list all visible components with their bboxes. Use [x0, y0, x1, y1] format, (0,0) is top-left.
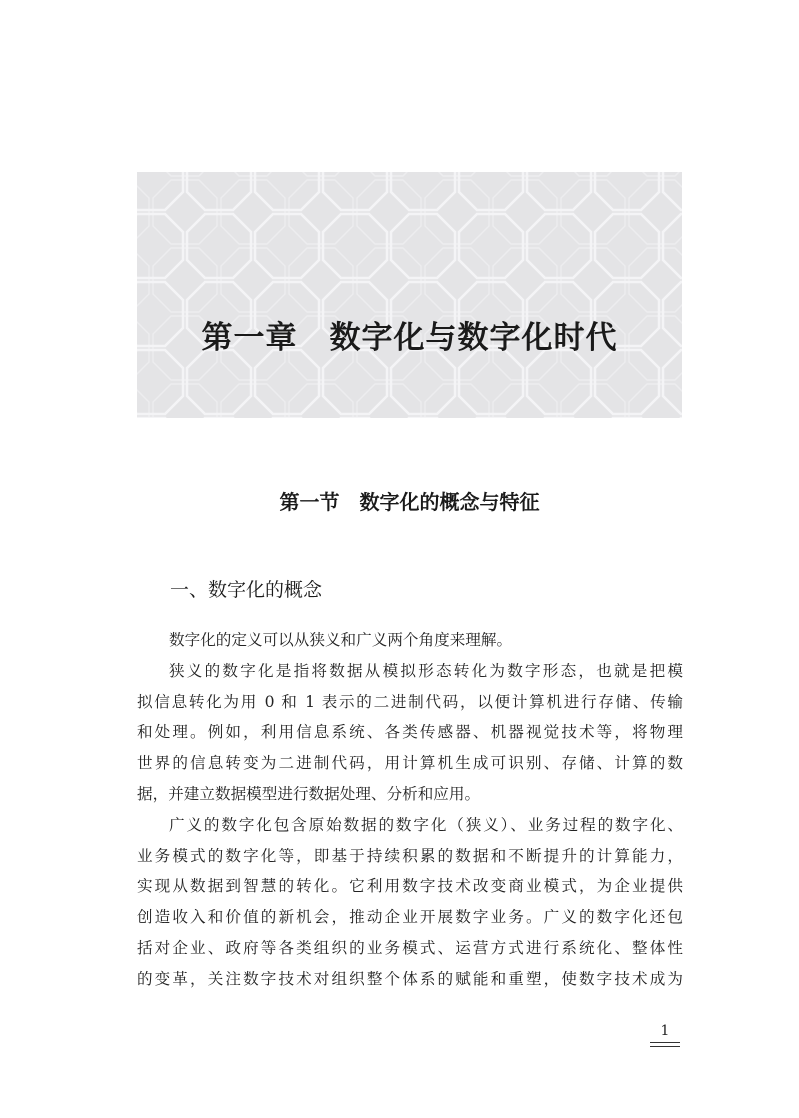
paragraph-line: 实现从数据到智慧的转化。它利用数字技术改变商业模式，为企业提供 [137, 877, 683, 896]
paragraph-line: 广义的数字化包含原始数据的数字化（狭义）、业务过程的数字化、 [169, 815, 683, 834]
paragraph-line: 的变革，关注数字技术对组织整个体系的赋能和重塑，使数字技术成为 [137, 969, 683, 988]
section-title: 第一节 数字化的概念与特征 [279, 490, 540, 514]
paragraph-line: 括对企业、政府等各类组织的业务模式、运营方式进行系统化、整体性 [137, 938, 683, 957]
paragraph-line: 狭义的数字化是指将数据从模拟形态转化为数字形态，也就是把模 [169, 661, 683, 680]
paragraph-line: 业务模式的数字化等，即基于持续积累的数据和不断提升的计算能力， [137, 846, 683, 865]
page-number-rule [650, 1042, 680, 1047]
body-text [137, 625, 683, 995]
paragraph-line: 拟信息转化为用 0 和 1 表示的二进制代码，以便计算机进行存储、传输 [137, 692, 683, 711]
paragraph-line: 世界的信息转变为二进制代码，用计算机生成可识别、存储、计算的数 [137, 754, 683, 773]
paragraph-line: 创造收入和价值的新机会，推动企业开展数字业务。广义的数字化还包 [137, 908, 683, 927]
chapter-title: 第一章 数字化与数字化时代 [201, 320, 618, 356]
paragraph-line: 据，并建立数据模型进行数据处理、分析和应用。 [137, 784, 481, 803]
subsection-title: 一、数字化的概念 [170, 579, 323, 601]
banner-octagon-pattern [137, 172, 682, 418]
page-number: 1 [660, 1023, 670, 1039]
chapter-banner [137, 172, 682, 418]
paragraph-line: 数字化的定义可以从狭义和广义两个角度来理解。 [169, 631, 513, 649]
paragraph-line: 和处理。例如，利用信息系统、各类传感器、机器视觉技术等，将物理 [137, 723, 683, 742]
